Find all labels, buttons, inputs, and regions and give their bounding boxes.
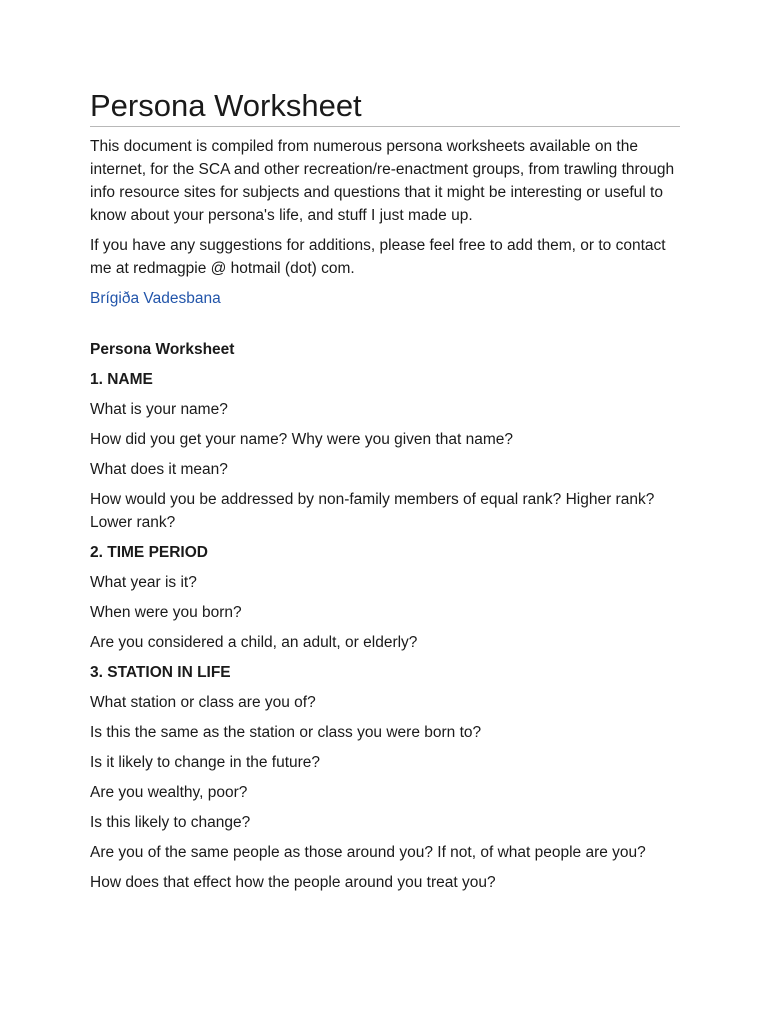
question: How would you be addressed by non-family members of equal rank? Higher rank? Lower rank? (90, 491, 655, 531)
question: Are you considered a child, an adult, or elderly? (90, 634, 418, 651)
question: What year is it? (90, 574, 197, 591)
document-title: Persona Worksheet (90, 88, 362, 123)
question: Are you wealthy, poor? (90, 784, 248, 801)
section-heading-name: 1. NAME (90, 371, 153, 388)
section-heading-time-period: 2. TIME PERIOD (90, 544, 208, 561)
author-link[interactable]: Brígiða Vadesbana (90, 290, 221, 307)
intro-paragraph-2: If you have any suggestions for additions, please feel free to add them, or to contact me at redmagpie @ hotmail (dot) com. (90, 237, 666, 277)
section-heading-station-in-life: 3. STATION IN LIFE (90, 664, 231, 681)
question: How did you get your name? Why were you given that name? (90, 431, 514, 448)
question: Is this likely to change? (90, 814, 251, 831)
question: What station or class are you of? (90, 694, 316, 711)
question: Is this the same as the station or class you were born to? (90, 724, 482, 741)
question: Is it likely to change in the future? (90, 754, 321, 771)
title-divider (90, 126, 680, 127)
question: How does that effect how the people around you treat you? (90, 874, 496, 891)
worksheet-heading: Persona Worksheet (90, 341, 235, 358)
question: What does it mean? (90, 461, 228, 478)
question: When were you born? (90, 604, 242, 621)
intro-paragraph-1: This document is compiled from numerous persona worksheets available on the internet, for the SCA and other recreation/re-enactment groups, from trawling through info resource sites for subjects and questions that it might be interesting or useful to know about your persona's life, and stuff I just made up. (90, 138, 675, 224)
question: Are you of the same people as those around you? If not, of what people are you? (90, 844, 646, 861)
question: What is your name? (90, 401, 228, 418)
